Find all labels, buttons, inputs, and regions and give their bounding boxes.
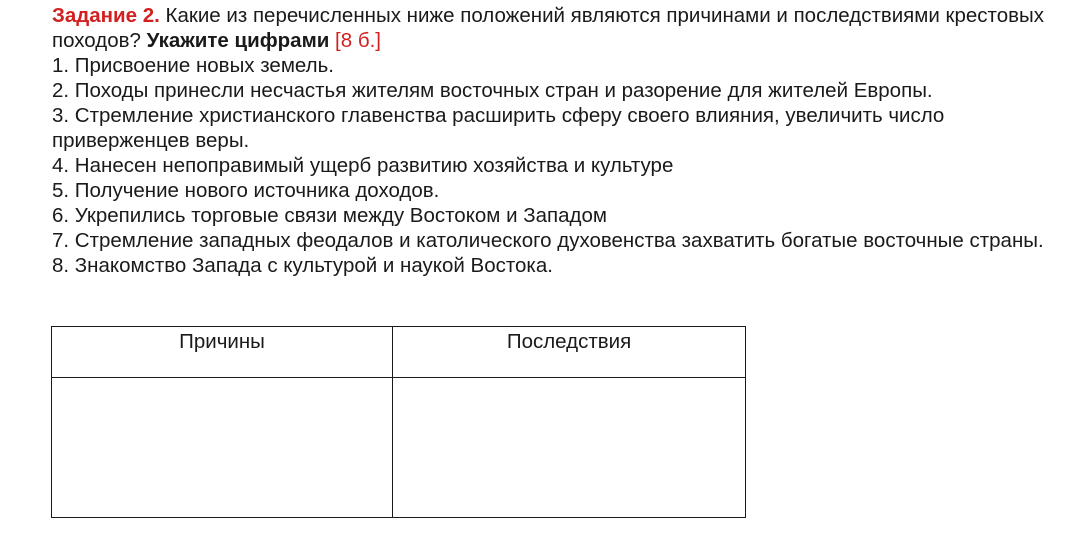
task-block bbox=[52, 3, 1062, 278]
list-item: 1. Присвоение новых земель. bbox=[52, 54, 334, 77]
header-consequences: Последствия bbox=[393, 327, 746, 378]
causes-answer-cell[interactable] bbox=[52, 378, 393, 518]
task-question: Какие из перечисленных ниже положений являются причинами и последствиями крестовых походов? bbox=[52, 4, 1044, 52]
list-item: 3. Стремление христианского главенства расширить сферу своего влияния, увеличить число приверженцев веры. bbox=[52, 104, 945, 152]
header-causes: Причины bbox=[52, 327, 393, 378]
list-item: 6. Укрепились торговые связи между Востоком и Западом bbox=[52, 204, 607, 227]
list-item: 5. Получение нового источника доходов. bbox=[52, 179, 440, 202]
table-row bbox=[52, 378, 746, 518]
table-header-row bbox=[52, 327, 746, 378]
task-instruction: Укажите цифрами bbox=[146, 29, 330, 52]
task-heading bbox=[52, 3, 1062, 53]
answer-table bbox=[51, 326, 746, 518]
task-points: [8 б.] bbox=[335, 29, 381, 52]
task-label: Задание 2. bbox=[52, 4, 160, 27]
list-item: 7. Стремление западных феодалов и католического духовенства захватить богатые восточные страны. bbox=[52, 229, 1044, 252]
consequences-answer-cell[interactable] bbox=[393, 378, 746, 518]
list-item: 2. Походы принесли несчастья жителям восточных стран и разорение для жителей Европы. bbox=[52, 79, 933, 102]
list-item: 4. Нанесен непоправимый ущерб развитию хозяйства и культуре bbox=[52, 154, 674, 177]
list-item: 8. Знакомство Запада с культурой и наукой Востока. bbox=[52, 254, 553, 277]
